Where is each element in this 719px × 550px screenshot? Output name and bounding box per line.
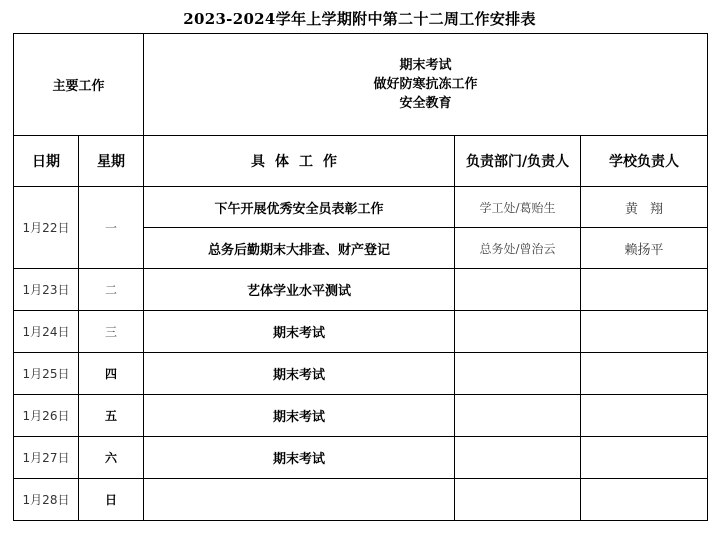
task-cell: 期末考试 <box>144 353 455 395</box>
weekday-cell: 日 <box>79 479 144 521</box>
weekday-cell: 五 <box>79 395 144 437</box>
weekday-cell: 一 <box>79 187 144 269</box>
main-work-row <box>14 34 708 136</box>
task-cell: 下午开展优秀安全员表彰工作 <box>144 187 455 228</box>
dept-cell <box>455 479 581 521</box>
date-cell: 1月24日 <box>14 311 79 353</box>
leader-cell: 赖扬平 <box>581 228 708 269</box>
date-cell: 1月28日 <box>14 479 79 521</box>
table-row <box>14 269 708 311</box>
table-row <box>14 479 708 521</box>
header-date: 日期 <box>14 136 79 187</box>
schedule-table <box>13 33 708 521</box>
focus-item: 期末考试 <box>399 58 452 73</box>
focus-item: 做好防寒抗冻工作 <box>373 77 478 92</box>
dept-cell <box>455 269 581 311</box>
dept-cell <box>455 395 581 437</box>
weekday-cell: 六 <box>79 437 144 479</box>
task-cell: 期末考试 <box>144 395 455 437</box>
header-dept: 负责部门/负责人 <box>455 136 581 187</box>
task-cell: 总务后勤期末大排查、财产登记 <box>144 228 455 269</box>
dept-cell <box>455 311 581 353</box>
weekday-cell: 四 <box>79 353 144 395</box>
leader-cell <box>581 269 708 311</box>
dept-cell: 学工处/葛贻生 <box>455 187 581 228</box>
leader-cell <box>581 437 708 479</box>
dept-cell <box>455 353 581 395</box>
task-cell: 期末考试 <box>144 437 455 479</box>
header-task: 具体工作 <box>144 136 455 187</box>
table-row <box>14 187 708 228</box>
leader-cell <box>581 395 708 437</box>
date-cell: 1月27日 <box>14 437 79 479</box>
leader-cell <box>581 479 708 521</box>
focus-item: 安全教育 <box>399 96 452 111</box>
leader-cell <box>581 353 708 395</box>
date-cell: 1月25日 <box>14 353 79 395</box>
task-cell: 期末考试 <box>144 311 455 353</box>
weekday-cell: 三 <box>79 311 144 353</box>
weekday-cell: 二 <box>79 269 144 311</box>
date-cell: 1月22日 <box>14 187 79 269</box>
table-row <box>14 353 708 395</box>
header-row <box>14 136 708 187</box>
page-title: 2023-2024学年上学期附中第二十二周工作安排表 <box>183 10 536 28</box>
date-cell: 1月26日 <box>14 395 79 437</box>
header-weekday: 星期 <box>79 136 144 187</box>
table-row <box>14 311 708 353</box>
dept-cell <box>455 437 581 479</box>
header-leader: 学校负责人 <box>581 136 708 187</box>
leader-cell <box>581 311 708 353</box>
main-work-label: 主要工作 <box>14 34 144 136</box>
dept-cell: 总务处/曾治云 <box>455 228 581 269</box>
leader-cell: 黄翔 <box>581 187 708 228</box>
table-row <box>14 437 708 479</box>
main-work-focus <box>144 34 708 136</box>
date-cell: 1月23日 <box>14 269 79 311</box>
table-row <box>14 395 708 437</box>
task-cell <box>144 479 455 521</box>
task-cell: 艺体学业水平测试 <box>144 269 455 311</box>
